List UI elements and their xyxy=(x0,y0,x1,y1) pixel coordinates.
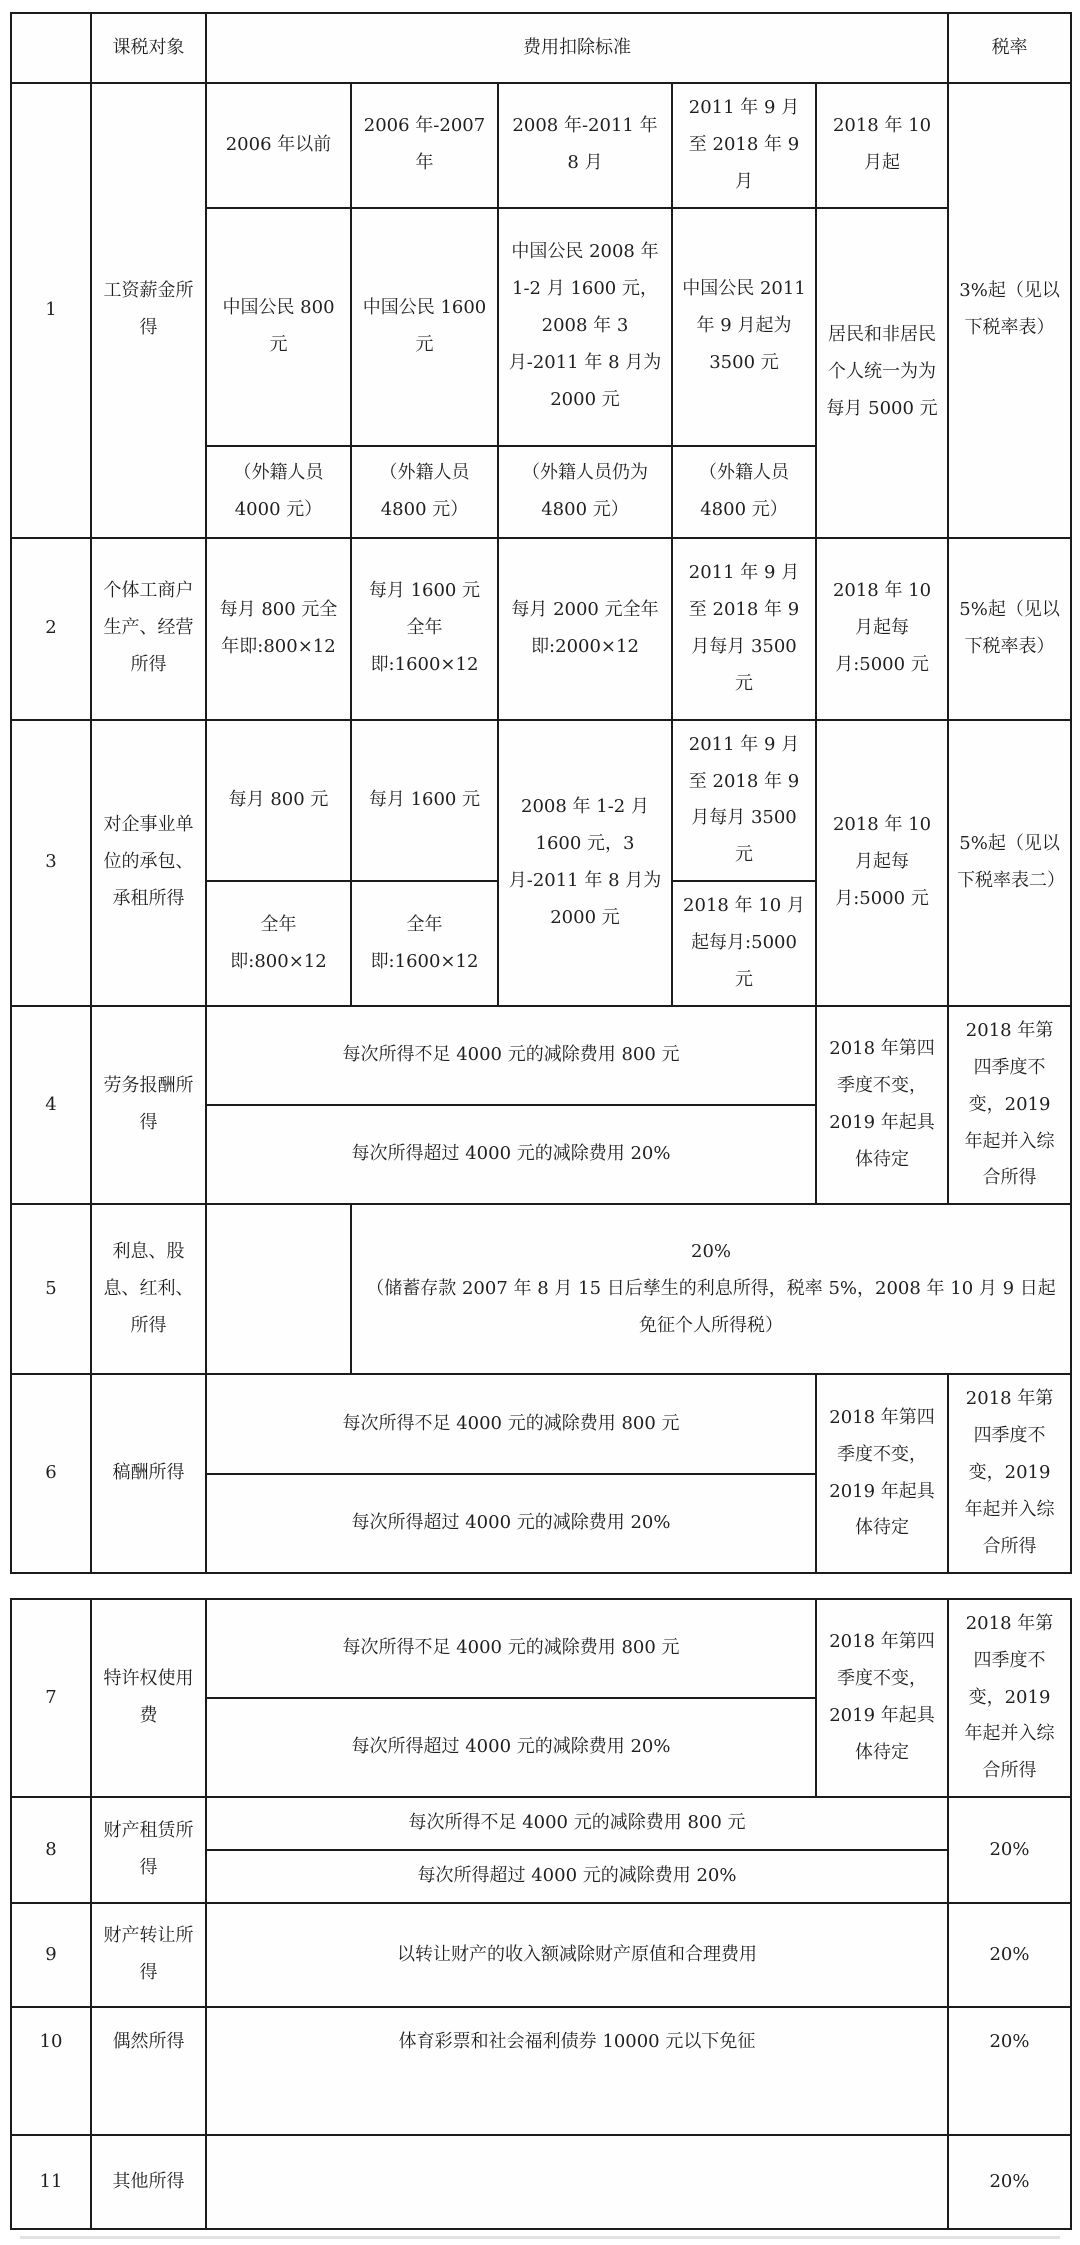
r8-num: 8 xyxy=(11,1797,91,1903)
r6-over-4000: 每次所得超过 4000 元的减除费用 20% xyxy=(206,1474,816,1573)
r9-content: 以转让财产的收入额减除财产原值和合理费用 xyxy=(206,1903,948,2007)
r11-rate: 20% xyxy=(948,2135,1071,2229)
r1-citizen-2: 中国公民 1600 元 xyxy=(351,208,498,446)
r3-cell-3: 2008 年 1-2 月 1600 元，3 月-2011 年 8 月为 2000 元 xyxy=(498,720,672,1006)
r1-period-2: 2006 年-2007 年 xyxy=(351,83,498,208)
r3-num: 3 xyxy=(11,720,91,1006)
r7-over-4000: 每次所得超过 4000 元的减除费用 20% xyxy=(206,1698,816,1797)
r1-period-1: 2006 年以前 xyxy=(206,83,351,208)
r3-cell-4b: 2018 年 10 月起每月:5000 元 xyxy=(672,881,816,1006)
r1-foreigner-1: （外籍人员 4000 元） xyxy=(206,446,351,538)
r1-foreigner-3: （外籍人员仍为 4800 元） xyxy=(498,446,672,538)
r4-under-4000: 每次所得不足 4000 元的减除费用 800 元 xyxy=(206,1006,816,1105)
r9-rate: 20% xyxy=(948,1903,1071,2007)
r3-cell-4a: 2011 年 9 月至 2018 年 9 月每月 3500 元 xyxy=(672,720,816,882)
r8-over-4000: 每次所得超过 4000 元的减除费用 20% xyxy=(206,1850,948,1903)
r3-cell-1b: 全年即:800×12 xyxy=(206,881,351,1006)
r2-cell-4: 2011 年 9 月至 2018 年 9 月每月 3500 元 xyxy=(672,538,816,720)
r6-under-4000: 每次所得不足 4000 元的减除费用 800 元 xyxy=(206,1374,816,1473)
r3-cell-2b: 全年即:1600×12 xyxy=(351,881,498,1006)
r7-under-4000: 每次所得不足 4000 元的减除费用 800 元 xyxy=(206,1599,816,1698)
row-3-upper xyxy=(11,720,1071,882)
r1-num: 1 xyxy=(11,83,91,538)
row-1-periods xyxy=(11,83,1071,208)
r8-rate: 20% xyxy=(948,1797,1071,1903)
r4-q4-note: 2018 年第四季度不变，2019 年起具体待定 xyxy=(816,1006,948,1204)
r3-cell-1a: 每月 800 元 xyxy=(206,720,351,882)
r5-content xyxy=(351,1204,1071,1374)
header-index-cell xyxy=(11,13,91,83)
row-9 xyxy=(11,1903,1071,2007)
r8-label: 财产租赁所得 xyxy=(91,1797,206,1903)
r1-period-5: 2018 年 10 月起 xyxy=(816,83,948,208)
r1-citizen-1: 中国公民 800 元 xyxy=(206,208,351,446)
r6-label: 稿酬所得 xyxy=(91,1374,206,1572)
header-tax-rate: 税率 xyxy=(948,13,1071,83)
r3-cell-2a: 每月 1600 元 xyxy=(351,720,498,882)
r3-label: 对企事业单位的承包、承租所得 xyxy=(91,720,206,1006)
bottom-shadow-line xyxy=(20,2236,1060,2239)
r2-label: 个体工商户生产、经营所得 xyxy=(91,538,206,720)
header-deduction-standard: 费用扣除标准 xyxy=(206,13,948,83)
header-row xyxy=(11,13,1071,83)
row-10 xyxy=(11,2007,1071,2135)
r1-resident-2018: 居民和非居民个人统一为为每月 5000 元 xyxy=(816,208,948,538)
r4-num: 4 xyxy=(11,1006,91,1204)
r6-q4-note: 2018 年第四季度不变，2019 年起具体待定 xyxy=(816,1374,948,1572)
r9-num: 9 xyxy=(11,1903,91,2007)
r7-q4-note: 2018 年第四季度不变，2019 年起具体待定 xyxy=(816,1599,948,1797)
r11-label: 其他所得 xyxy=(91,2135,206,2229)
r2-cell-3: 每月 2000 元全年即:2000×12 xyxy=(498,538,672,720)
row-8-upper xyxy=(11,1797,1071,1850)
r6-rate: 2018 年第四季度不变，2019 年起并入综合所得 xyxy=(948,1374,1071,1572)
tax-table-upper xyxy=(10,12,1072,1574)
r10-num: 10 xyxy=(11,2007,91,2135)
r5-rate-value: 20% xyxy=(691,1241,732,1263)
r1-period-4: 2011 年 9 月至 2018 年 9 月 xyxy=(672,83,816,208)
r9-label: 财产转让所得 xyxy=(91,1903,206,2007)
r7-num: 7 xyxy=(11,1599,91,1797)
r4-over-4000: 每次所得超过 4000 元的减除费用 20% xyxy=(206,1105,816,1204)
r3-rate: 5%起（见以下税率表二） xyxy=(948,720,1071,1006)
r1-foreigner-4: （外籍人员 4800 元） xyxy=(672,446,816,538)
r1-label: 工资薪金所得 xyxy=(91,83,206,538)
r1-citizen-4: 中国公民 2011 年 9 月起为 3500 元 xyxy=(672,208,816,446)
r10-rate: 20% xyxy=(948,2007,1071,2135)
r5-label: 利息、股息、红利、所得 xyxy=(91,1204,206,1374)
r7-label: 特许权使用费 xyxy=(91,1599,206,1797)
r1-rate: 3%起（见以下税率表） xyxy=(948,83,1071,538)
header-tax-object: 课税对象 xyxy=(91,13,206,83)
r3-cell-5: 2018 年 10 月起每月:5000 元 xyxy=(816,720,948,1006)
r10-content: 体育彩票和社会福利债券 10000 元以下免征 xyxy=(206,2007,948,2135)
r2-cell-1: 每月 800 元全年即:800×12 xyxy=(206,538,351,720)
r11-num: 11 xyxy=(11,2135,91,2229)
table-separator-gap xyxy=(10,1574,1070,1598)
r11-empty-cell xyxy=(206,2135,948,2229)
r2-num: 2 xyxy=(11,538,91,720)
r1-period-3: 2008 年-2011 年 8 月 xyxy=(498,83,672,208)
r1-citizen-3: 中国公民 2008 年 1-2 月 1600 元，2008 年 3 月-2011 年 8 月为 2000 元 xyxy=(498,208,672,446)
r2-cell-5: 2018 年 10 月起每月:5000 元 xyxy=(816,538,948,720)
r4-label: 劳务报酬所得 xyxy=(91,1006,206,1204)
r7-rate: 2018 年第四季度不变，2019 年起并入综合所得 xyxy=(948,1599,1071,1797)
row-7-upper xyxy=(11,1599,1071,1698)
row-4-upper xyxy=(11,1006,1071,1105)
row-6-upper xyxy=(11,1374,1071,1473)
row-2 xyxy=(11,538,1071,720)
r10-label: 偶然所得 xyxy=(91,2007,206,2135)
r5-savings-note: （储蓄存款 2007 年 8 月 15 日后孳生的利息所得，税率 5%，2008 年 10 月 9 日起免征个人所得税） xyxy=(366,1277,1056,1336)
row-5 xyxy=(11,1204,1071,1374)
r2-cell-2: 每月 1600 元全年即:1600×12 xyxy=(351,538,498,720)
r1-foreigner-2: （外籍人员 4800 元） xyxy=(351,446,498,538)
r5-empty-cell xyxy=(206,1204,351,1374)
r6-num: 6 xyxy=(11,1374,91,1572)
row-11 xyxy=(11,2135,1071,2229)
r5-num: 5 xyxy=(11,1204,91,1374)
r8-under-4000: 每次所得不足 4000 元的减除费用 800 元 xyxy=(206,1797,948,1850)
r2-rate: 5%起（见以下税率表） xyxy=(948,538,1071,720)
r4-rate: 2018 年第四季度不变，2019 年起并入综合所得 xyxy=(948,1006,1071,1204)
tax-table-lower xyxy=(10,1598,1072,2230)
